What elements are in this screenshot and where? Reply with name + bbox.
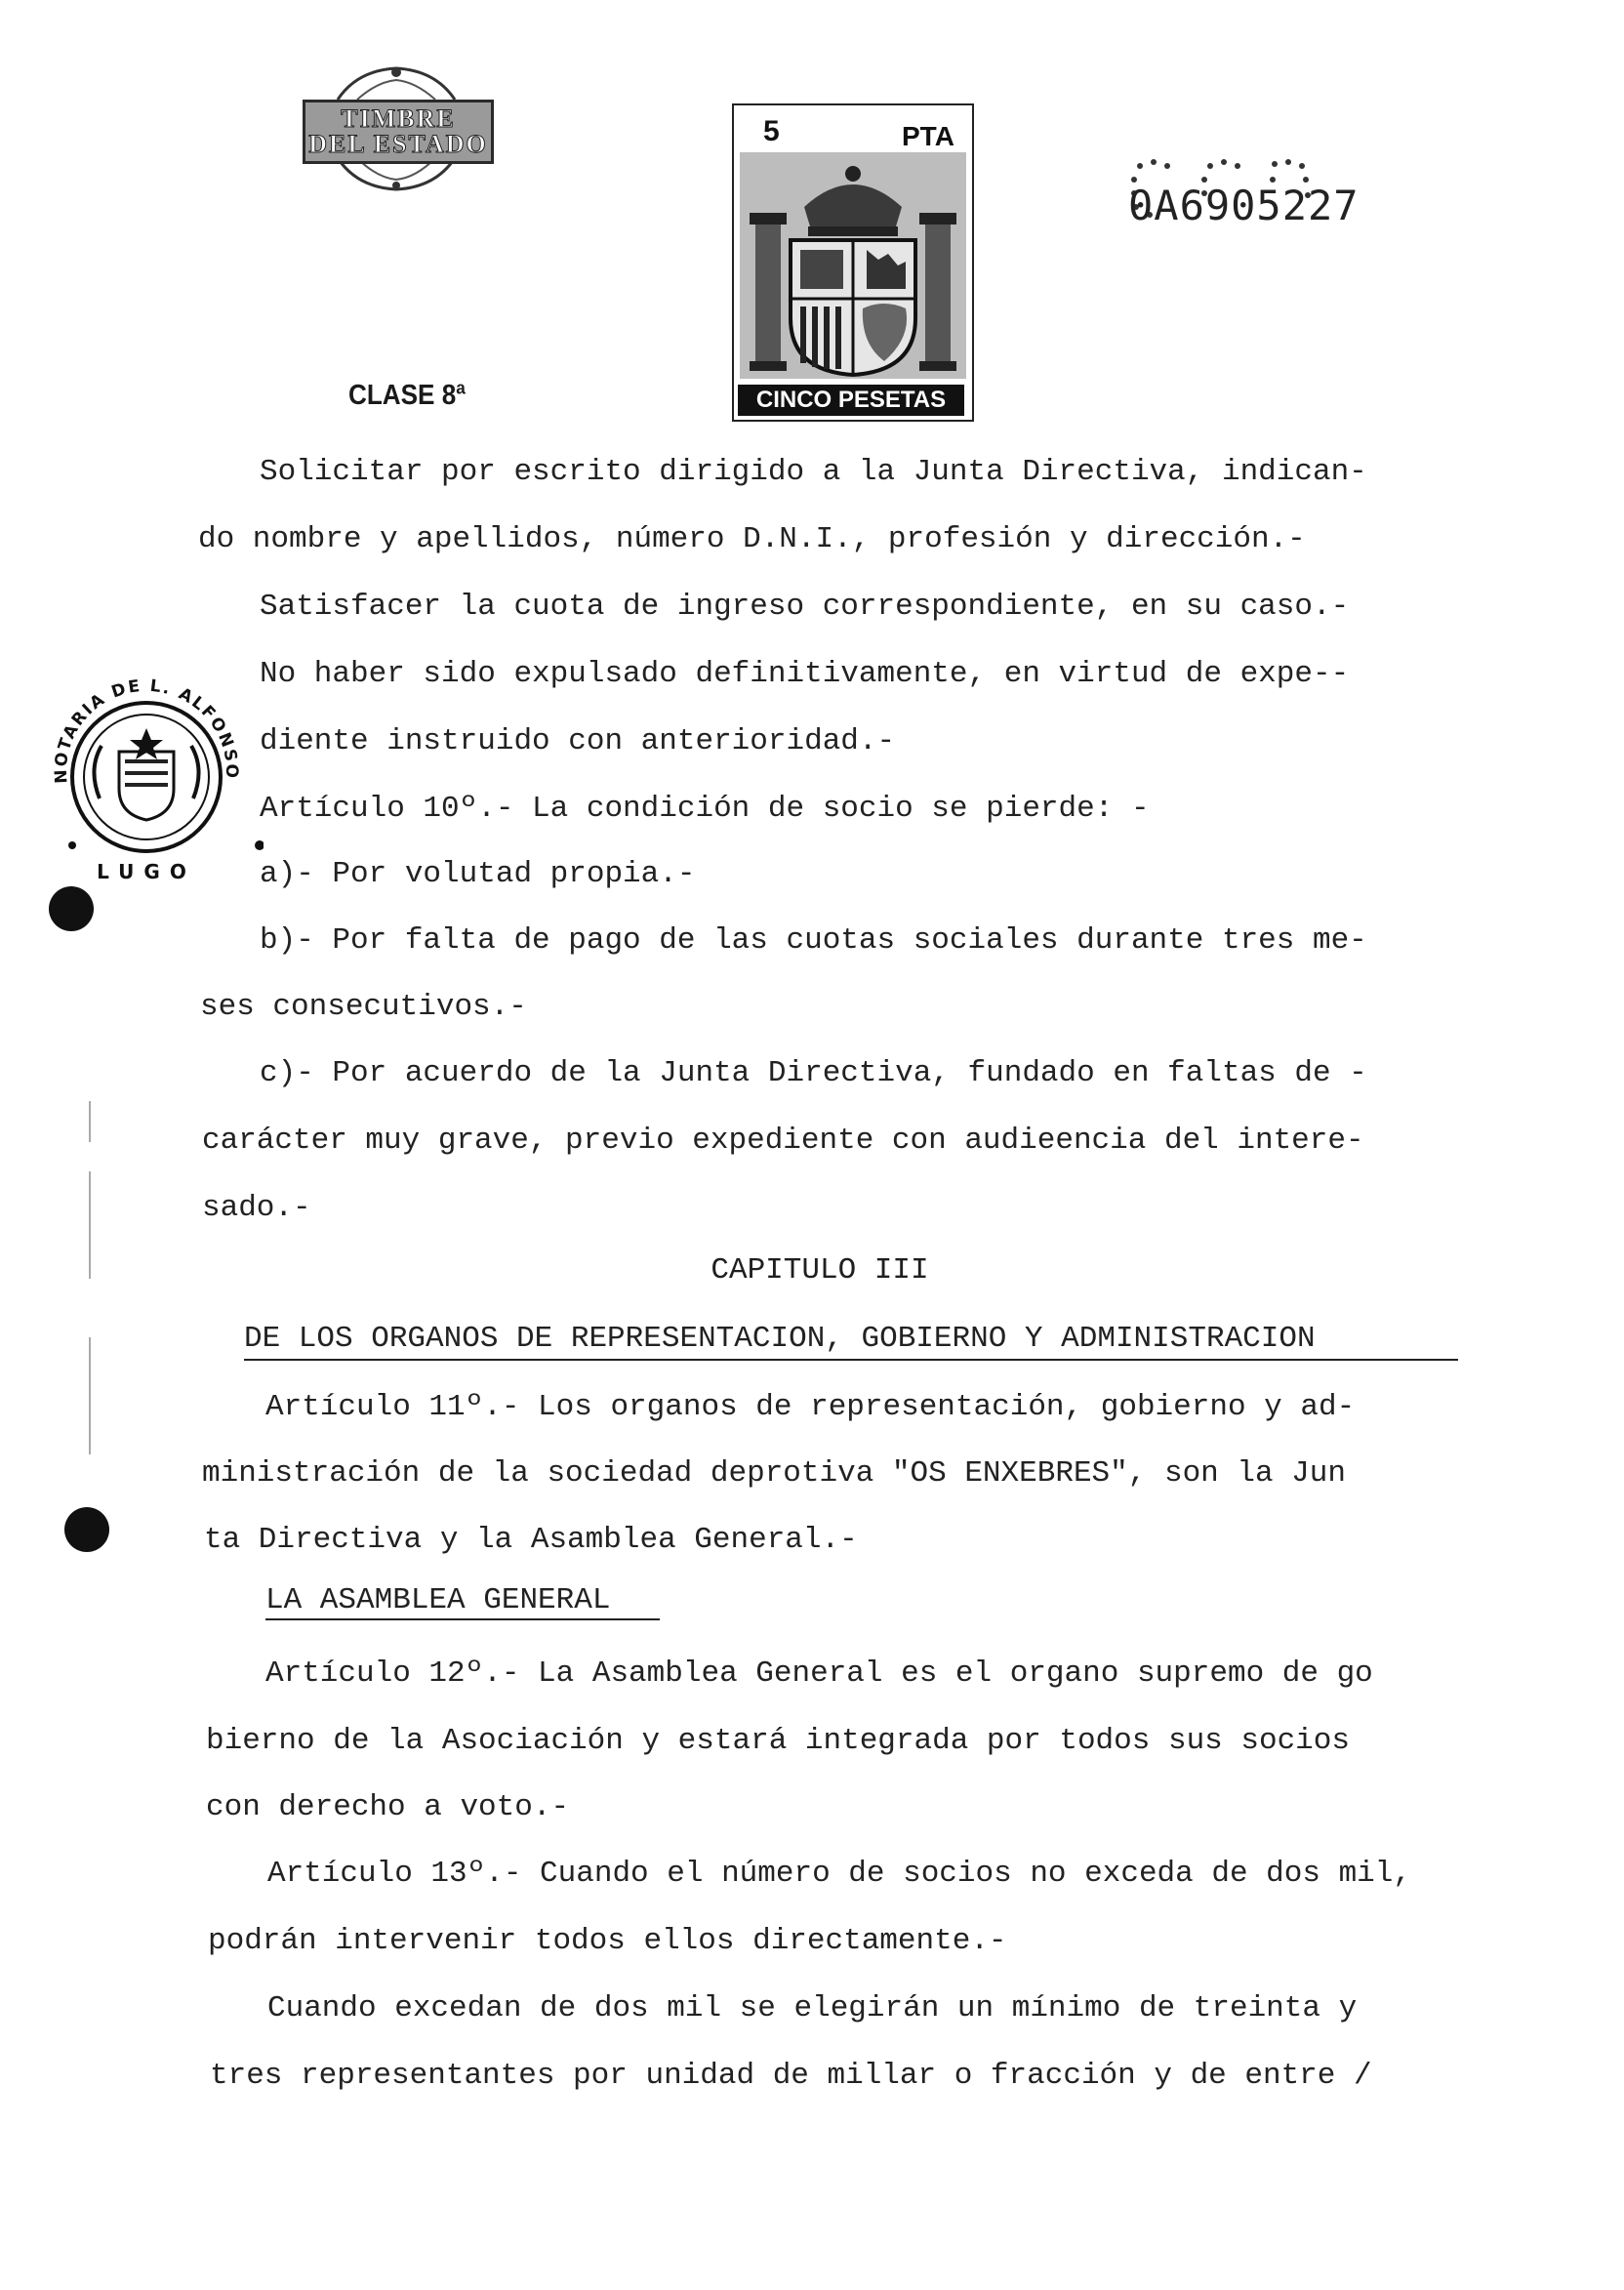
coat-of-arms-icon — [740, 152, 966, 379]
margin-mark — [89, 1337, 91, 1454]
stamp-value: 5 — [763, 115, 780, 147]
body-line: Artículo 10º.- La condición de socio se pierde: - — [260, 792, 1150, 826]
body-line: Artículo 12º.- La Asamblea General es el organo supremo de go — [265, 1656, 1373, 1691]
timbre-box — [303, 100, 494, 164]
body-line: a)- Por volutad propia.- — [260, 857, 696, 891]
body-line: con derecho a voto.- — [206, 1790, 570, 1824]
body-line: ses consecutivos.- — [200, 990, 527, 1024]
punch-hole — [49, 886, 94, 931]
chapter-title: CAPITULO III — [710, 1253, 929, 1288]
chapter-subtitle: DE LOS ORGANOS DE REPRESENTACION, GOBIERNO Y ADMINISTRACION — [244, 1322, 1316, 1356]
body-line: sado.- — [202, 1191, 311, 1225]
body-line: ministración de la sociedad deprotiva "OS ENXEBRES", son la Jun — [202, 1456, 1346, 1491]
body-line: do nombre y apellidos, número D.N.I., profesión y dirección.- — [198, 522, 1306, 556]
timbre-line-2: DEL ESTADO — [308, 130, 488, 158]
margin-mark — [89, 1101, 91, 1142]
body-line: Solicitar por escrito dirigido a la Junta Directiva, indican- — [260, 455, 1367, 489]
revenue-stamp — [732, 103, 974, 422]
stamp-label: CINCO PESETAS — [738, 385, 964, 416]
body-line: No haber sido expulsado definitivamente, en virtud de expe-- — [260, 657, 1350, 691]
seal-text-top: NOTARIA DE L. ALFONSO — [51, 675, 242, 785]
body-line: diente instruido con anterioridad.- — [260, 724, 896, 758]
body-line: Cuando excedan de dos mil se elegirán un mínimo de treinta y — [267, 1991, 1358, 2025]
body-line: c)- Por acuerdo de la Junta Directiva, fundado en faltas de - — [260, 1056, 1367, 1090]
clase-label: CLASE 8ª — [348, 380, 466, 411]
chapter-subtitle-underline — [244, 1359, 1458, 1361]
serial-number: 0A6905227 — [1128, 182, 1360, 229]
timbre-del-estado-emblem — [299, 61, 494, 197]
seal-text-bottom: LUGO — [97, 860, 196, 883]
body-line: ta Directiva y la Asamblea General.- — [204, 1523, 858, 1557]
punch-hole — [64, 1507, 109, 1552]
body-line: bierno de la Asociación y estará integrada por todos sus socios — [206, 1724, 1350, 1758]
body-line: b)- Por falta de pago de las cuotas sociales durante tres me- — [260, 923, 1367, 958]
section-heading-underline — [265, 1618, 660, 1620]
body-line: Artículo 13º.- Cuando el número de socios no exceda de dos mil, — [267, 1857, 1411, 1891]
body-line: Satisfacer la cuota de ingreso correspondiente, en su caso.- — [260, 590, 1350, 624]
section-heading: LA ASAMBLEA GENERAL — [265, 1583, 611, 1617]
notary-seal-icon — [29, 652, 264, 896]
notary-seal — [29, 652, 264, 896]
body-line: tres representantes por unidad de millar o fracción y de entre / — [210, 2059, 1372, 2093]
timbre-line-1: TIMBRE — [341, 104, 456, 133]
body-line: Artículo 11º.- Los organos de representación, gobierno y ad- — [265, 1390, 1356, 1424]
body-line: carácter muy grave, previo expediente con audieencia del intere- — [202, 1124, 1364, 1158]
stamp-unit: PTA — [902, 121, 954, 151]
body-line: podrán intervenir todos ellos directamente.- — [208, 1924, 1007, 1958]
